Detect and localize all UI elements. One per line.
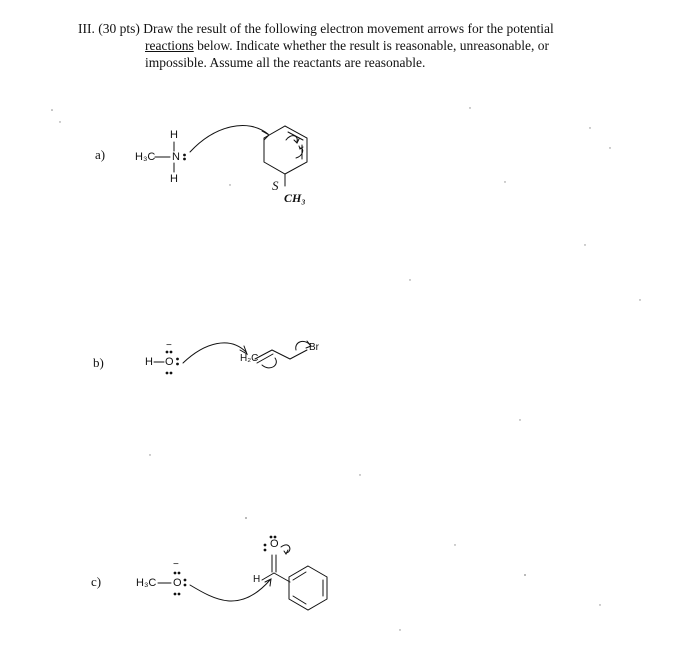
part-c-methoxide — [158, 572, 186, 595]
part-c-arrow-o-to-c — [190, 580, 270, 601]
scan-specks — [51, 107, 641, 630]
part-a-amine — [155, 142, 185, 172]
question-number: III. (30 pts) — [78, 21, 140, 36]
part-a-handwritten-ch3: CH₃ — [284, 191, 306, 205]
part-a-label: a) — [95, 147, 106, 162]
part-c-oxygen: O — [173, 577, 182, 589]
part-a-methyl: H₃C — [135, 151, 156, 163]
part-b-arrow-o-to-c — [183, 343, 246, 363]
question-line-2-rest: below. Indicate whether the result is reasonable, unreasonable, or — [193, 38, 549, 53]
underlined-word: reactions — [145, 38, 194, 53]
part-b-allyl-bromide — [255, 341, 311, 368]
part-c-label: c) — [91, 574, 102, 589]
part-c-benzene — [289, 566, 327, 610]
part-b-hydroxide — [154, 351, 178, 374]
question-line-1: Draw the result of the following electron movement arrows for the potential — [143, 21, 554, 36]
part-b-charge: − — [166, 340, 172, 351]
part-b-oxygen: O — [165, 356, 174, 368]
part-b-ch2: H₂C — [240, 353, 259, 364]
part-a-h-top: H — [170, 129, 178, 141]
part-a-nitrogen: N — [172, 151, 180, 163]
part-a-h-bottom: H — [170, 173, 178, 185]
part-c-charge: − — [173, 559, 179, 570]
part-a-handwritten-s: S — [272, 178, 279, 193]
part-c-methyl: H₃C — [136, 577, 157, 589]
part-a-arrow-n-to-ring — [190, 126, 268, 152]
part-b-label: b) — [93, 355, 104, 370]
part-c-carbonyl-o: O — [270, 538, 279, 550]
part-c-carbonyl — [262, 536, 290, 582]
part-c-aldehyde-h: H — [253, 574, 261, 585]
question-line-3: impossible. Assume all the reactants are reasonable. — [145, 55, 426, 70]
part-b-bromine: Br — [309, 342, 319, 353]
part-b-h: H — [145, 356, 153, 368]
